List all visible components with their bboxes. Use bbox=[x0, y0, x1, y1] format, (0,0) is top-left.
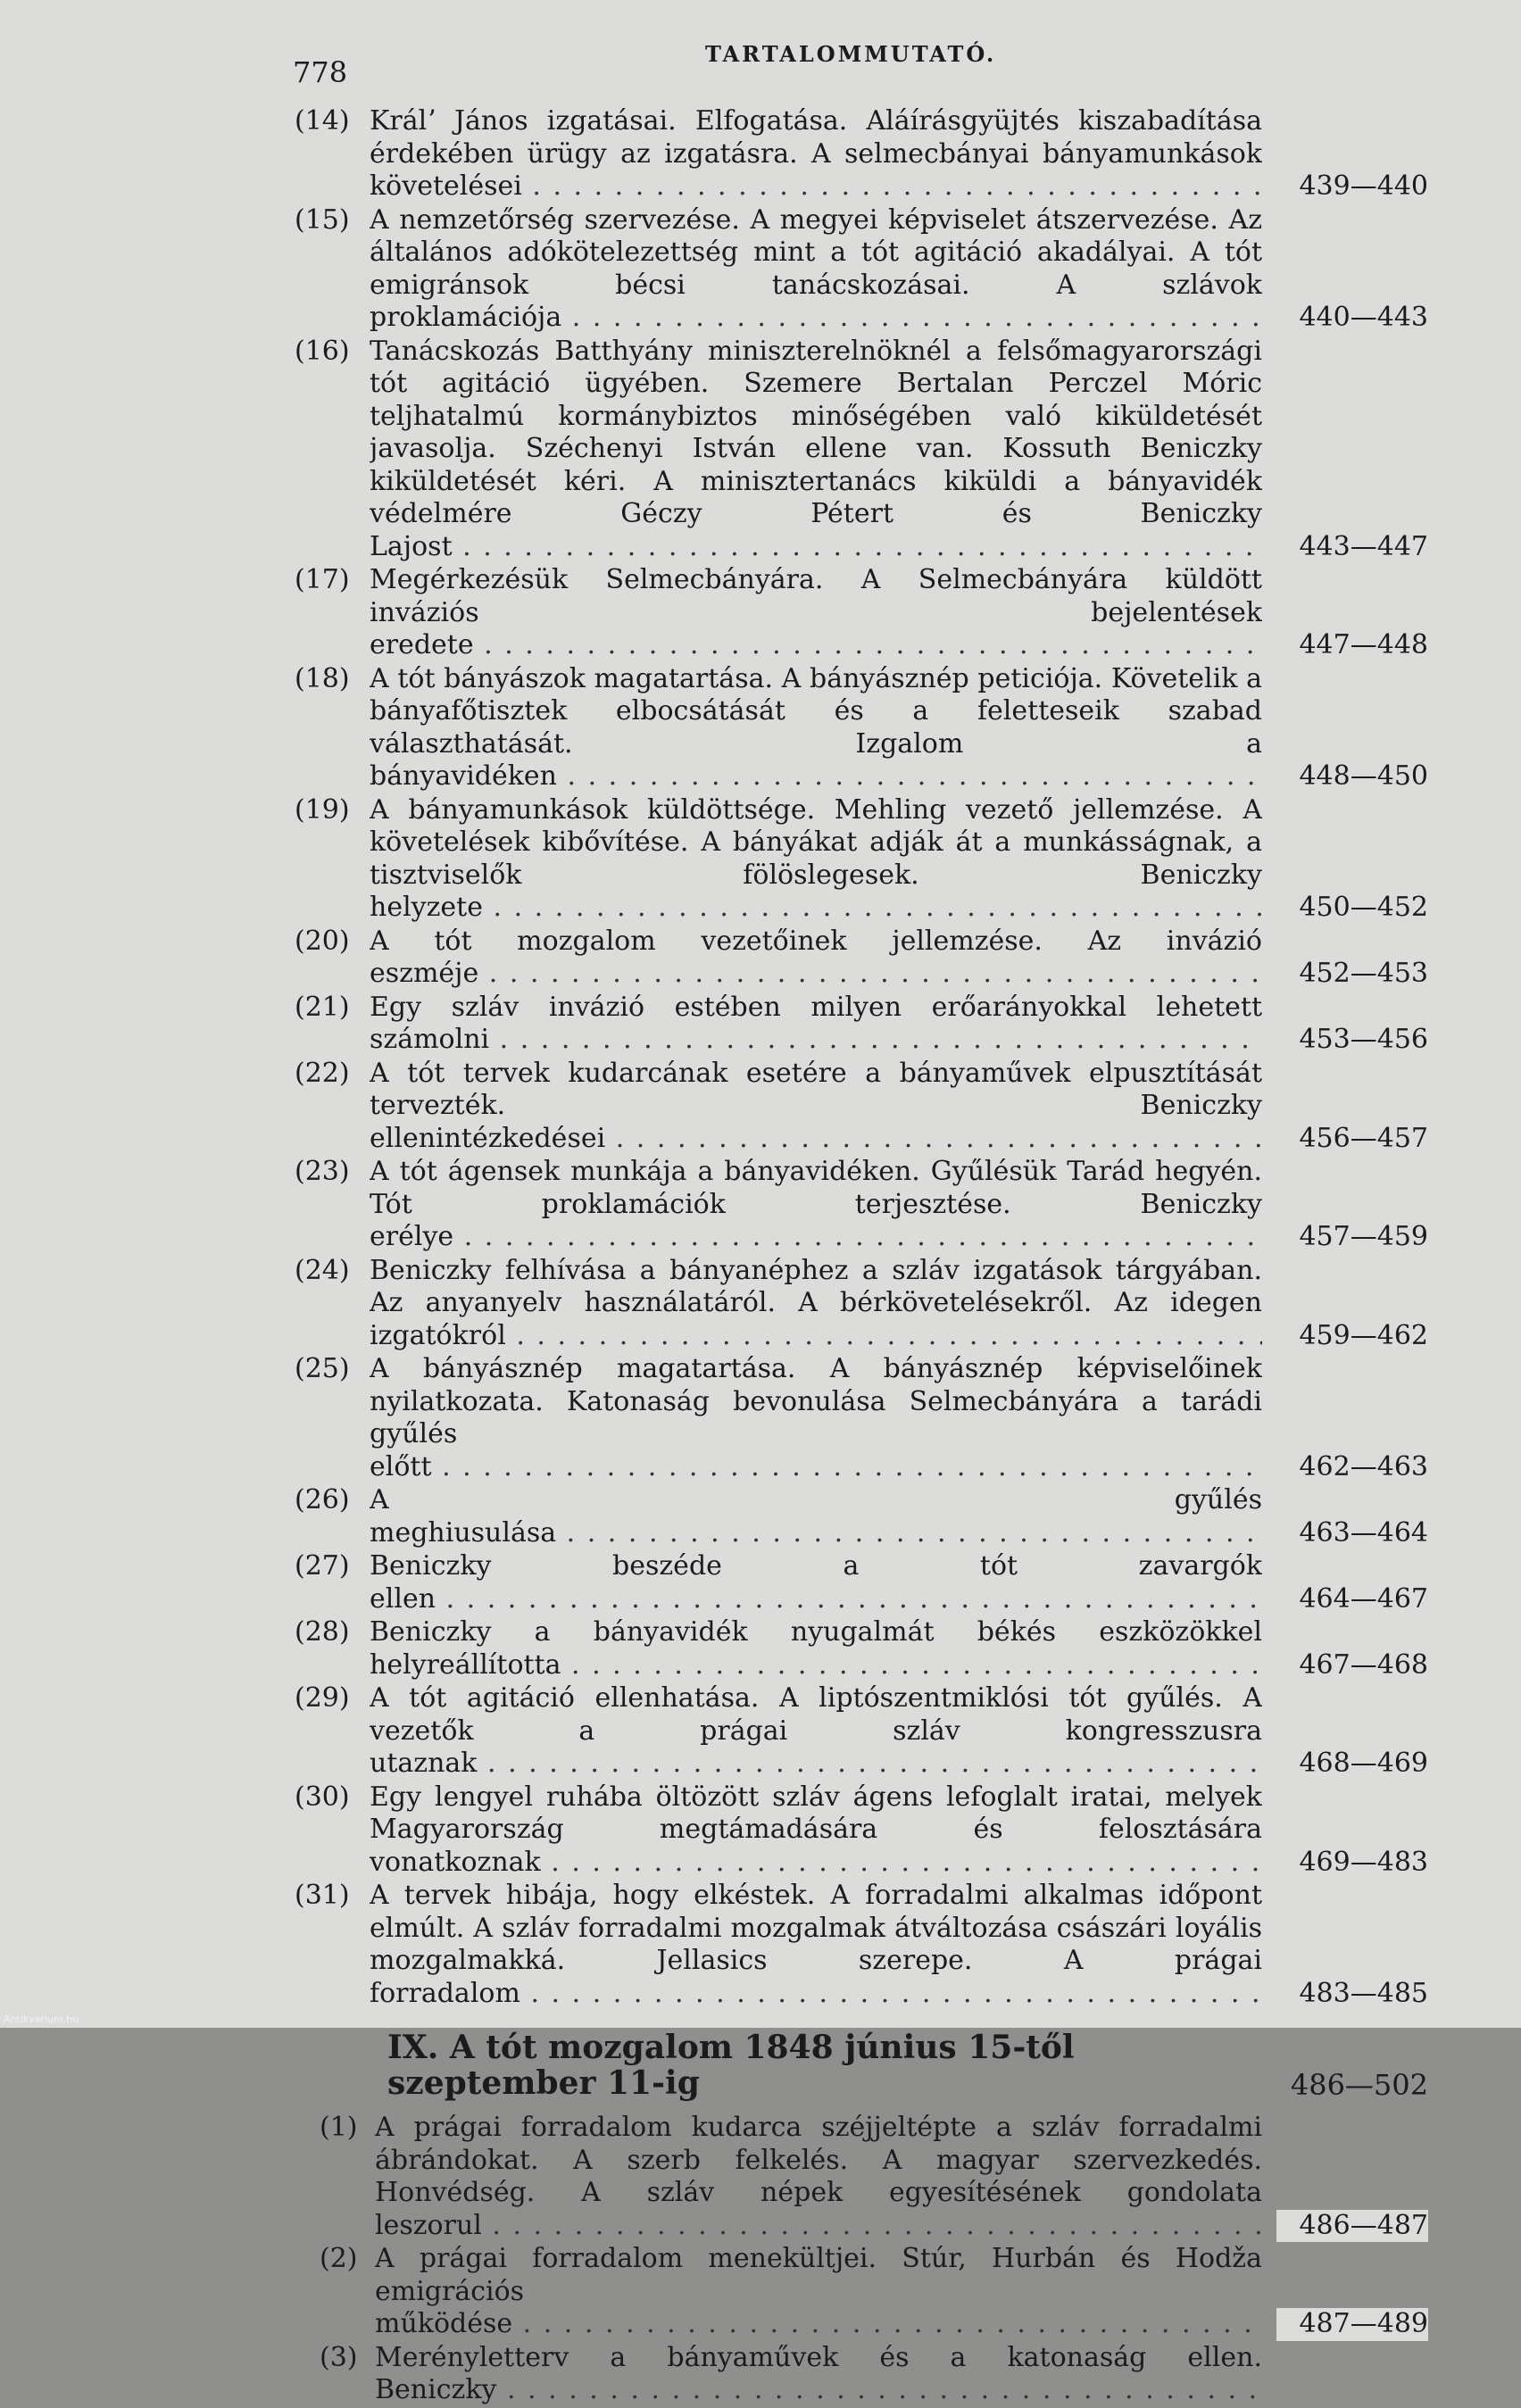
entry-number: (23) bbox=[295, 1156, 350, 1187]
entry-text: Beniczky a bányavidék nyugalmát békés eszközökkel helyreállította . . . bbox=[370, 1616, 1262, 1681]
entry-number: (14) bbox=[295, 105, 350, 137]
entry-text: A tót tervek kudarcának esetére a bányaművek elpusztítását tervezték. Beniczky ellenintézkedései . . . bbox=[370, 1058, 1262, 1156]
toc-entry bbox=[295, 2342, 1428, 2407]
entry-number: (30) bbox=[295, 1781, 350, 1813]
toc-entries bbox=[295, 105, 1428, 2010]
entry-pages: 453—456 bbox=[1276, 1024, 1428, 1057]
entry-number: (18) bbox=[295, 662, 350, 694]
entry-pages: 450—452 bbox=[1276, 892, 1428, 925]
entry-text: Tanácskozás Batthyány miniszterelnöknél a felsőmagyarországi tót agitáció ügyében. Szemere Bertalan Perczel Móric teljhatalmú kormánybiztos minőségében való kiküldetését javasolja. Széchenyi István ellene van. Kossuth Beniczky kiküldetését kéri. A minisztertanács kiküldi a bányavidék védelmére Géczy Pétert és Beniczky Lajost . . . bbox=[370, 336, 1262, 564]
toc-entry bbox=[295, 1880, 1428, 2010]
entry-pages: 447—448 bbox=[1276, 629, 1428, 662]
entry-pages: 487—489 bbox=[1276, 2308, 1428, 2341]
entry-number: (24) bbox=[295, 1254, 350, 1286]
toc-entry bbox=[295, 2112, 1428, 2242]
table-of-contents bbox=[295, 105, 1428, 2408]
entry-number: (15) bbox=[295, 203, 350, 236]
entry-pages: 439—440 bbox=[1276, 170, 1428, 203]
entry-pages: 456—457 bbox=[1276, 1123, 1428, 1156]
entry-pages: 467—468 bbox=[1276, 1649, 1428, 1682]
entry-text: Egy szláv invázió estében milyen erőarányokkal lehetett számolni . . . bbox=[370, 992, 1262, 1057]
entry-number: (25) bbox=[295, 1353, 350, 1384]
running-title: TARTALOMMUTATÓ. bbox=[705, 41, 997, 67]
entry-number: (1) bbox=[320, 2112, 358, 2143]
entry-text: Králʼ János izgatásai. Elfogatása. Aláírásgyüjtés kiszabadítása érdekében ürügy az izgatásra. A selmecbányai bányamunkások követelései . . . bbox=[370, 105, 1262, 203]
toc-entry bbox=[295, 204, 1428, 335]
entry-pages: 459—462 bbox=[1276, 1320, 1428, 1353]
toc-entry bbox=[295, 1156, 1428, 1254]
entry-text: Megérkezésük Selmecbányára. A Selmecbányára küldött inváziós bejelentések eredete . . . bbox=[370, 564, 1262, 662]
entry-number: (27) bbox=[295, 1550, 350, 1582]
entry-pages: 463—464 bbox=[1276, 1517, 1428, 1550]
entry-pages: 483—485 bbox=[1276, 1978, 1428, 2011]
toc-entry bbox=[295, 794, 1428, 925]
entry-number: (31) bbox=[295, 1880, 350, 1911]
page-number: 778 bbox=[293, 55, 348, 89]
entry-text: Merényletterv a bányaművek és a katonaság ellen. Beniczky . . . bbox=[375, 2342, 1262, 2407]
toc-entry bbox=[295, 105, 1428, 203]
entry-pages: 448—450 bbox=[1276, 760, 1428, 793]
section-title: IX. A tót mozgalom 1848 június 15-től szeptember 11-ig bbox=[387, 2029, 1075, 2102]
entry-pages: 443—447 bbox=[1276, 531, 1428, 564]
toc-entry bbox=[295, 1682, 1428, 1781]
entry-pages: 468—469 bbox=[1276, 1748, 1428, 1781]
entry-pages: 457—459 bbox=[1276, 1221, 1428, 1254]
entry-number: (29) bbox=[295, 1682, 350, 1714]
entry-pages: 462—463 bbox=[1276, 1451, 1428, 1484]
entry-number: (17) bbox=[295, 564, 350, 595]
entry-text: A gyűlés meghiusulása . . . bbox=[370, 1484, 1262, 1549]
toc-entry bbox=[295, 1484, 1428, 1549]
entry-text: A prágai forradalom kudarca széjjeltépte a szláv forradalmi ábrándokat. A szerb felkelés. A magyar szervezkedés. Honvédség. A szláv népek egyesítésének gondolata leszorul . . . bbox=[375, 2112, 1262, 2242]
entry-pages: 440—443 bbox=[1276, 302, 1428, 335]
entry-text: A nemzetőrség szervezése. A megyei képviselet átszervezése. Az általános adókötelezettség mint a tót agitáció akadályai. A tót emigránsok bécsi tanácskozásai. A szlávok proklamációja . . . bbox=[370, 204, 1262, 335]
entry-text: A bányamunkások küldöttsége. Mehling vezető jellemzése. A követelések kibővítése. A bányákat adják át a munkásságnak, a tisztviselők fölöslegesek. Beniczky helyzete . . . bbox=[370, 794, 1262, 925]
entry-number: (26) bbox=[295, 1484, 350, 1515]
entry-number: (19) bbox=[295, 793, 350, 826]
entry-text: A tót agitáció ellenhatása. A liptószentmiklósi tót gyűlés. A vezetők a prágai szláv kongresszusra utaznak . . . bbox=[370, 1682, 1262, 1781]
toc-entry bbox=[295, 663, 1428, 793]
toc-entry bbox=[295, 1255, 1428, 1353]
toc-entry bbox=[295, 2243, 1428, 2341]
toc-entry bbox=[295, 1353, 1428, 1483]
toc-entry bbox=[295, 1781, 1428, 1880]
entry-number: (3) bbox=[320, 2341, 358, 2373]
entry-text: Beniczky felhívása a bányanéphez a szláv izgatások tárgyában. Az anyanyelv használatáról. A bérkövetelésekről. Az idegen izgatókról . . . bbox=[370, 1255, 1262, 1353]
toc-entry bbox=[295, 1550, 1428, 1615]
entry-number: (16) bbox=[295, 335, 350, 367]
entry-text: A tót bányászok magatartása. A bányásznép peticiója. Követelik a bányafőtisztek elbocsátását és a feletteseik szabad választhatását. Izgalom a bányavidéken . . . bbox=[370, 663, 1262, 793]
entry-text: Egy lengyel ruhába öltözött szláv ágens lefoglalt iratai, melyek Magyarország megtámadására és felosztására vonatkoznak . . . bbox=[370, 1781, 1262, 1880]
entry-number: (2) bbox=[320, 2243, 358, 2274]
entry-number: (28) bbox=[295, 1616, 350, 1648]
entry-text: Beniczky beszéde a tót zavargók ellen . . . bbox=[370, 1550, 1262, 1615]
entry-text: A tót mozgalom vezetőinek jellemzése. Az invázió eszméje . . . bbox=[370, 926, 1262, 991]
toc-sub-entries bbox=[295, 2112, 1428, 2407]
toc-entry bbox=[295, 1616, 1428, 1681]
entry-number: (22) bbox=[295, 1057, 350, 1089]
toc-entry bbox=[295, 926, 1428, 991]
entry-pages: 464—467 bbox=[1276, 1583, 1428, 1616]
entry-pages: 486—487 bbox=[1276, 2210, 1428, 2243]
toc-entry bbox=[295, 336, 1428, 564]
entry-number: (21) bbox=[295, 991, 350, 1023]
watermark: Antikvarium.hu bbox=[4, 2014, 79, 2025]
entry-text: A prágai forradalom menekültjei. Stúr, Hurbán és Hodža emigrációs működése . . . bbox=[375, 2243, 1262, 2341]
entry-number: (20) bbox=[295, 925, 350, 957]
section-heading bbox=[295, 2030, 1428, 2101]
toc-entry bbox=[295, 1058, 1428, 1156]
entry-text: A tót ágensek munkája a bányavidéken. Gyűlésük Tarád hegyén. Tót proklamációk terjesztése. Beniczky erélye . . . bbox=[370, 1156, 1262, 1254]
section-pages: 486—502 bbox=[1290, 2067, 1428, 2102]
entry-pages: 469—483 bbox=[1276, 1847, 1428, 1880]
entry-text: A tervek hibája, hogy elkéstek. A forradalmi alkalmas időpont elmúlt. A szláv forradalmi mozgalmak átváltozása császári loyális mozgalmakká. Jellasics szerepe. A prágai forradalom . . . bbox=[370, 1880, 1262, 2010]
toc-entry bbox=[295, 992, 1428, 1057]
entry-pages: 452—453 bbox=[1276, 958, 1428, 991]
toc-entry bbox=[295, 564, 1428, 662]
entry-text: A bányásznép magatartása. A bányásznép képviselőinek nyilatkozata. Katonaság bevonulása Selmecbányára a tarádi gyűlés előtt . . . bbox=[370, 1353, 1262, 1483]
